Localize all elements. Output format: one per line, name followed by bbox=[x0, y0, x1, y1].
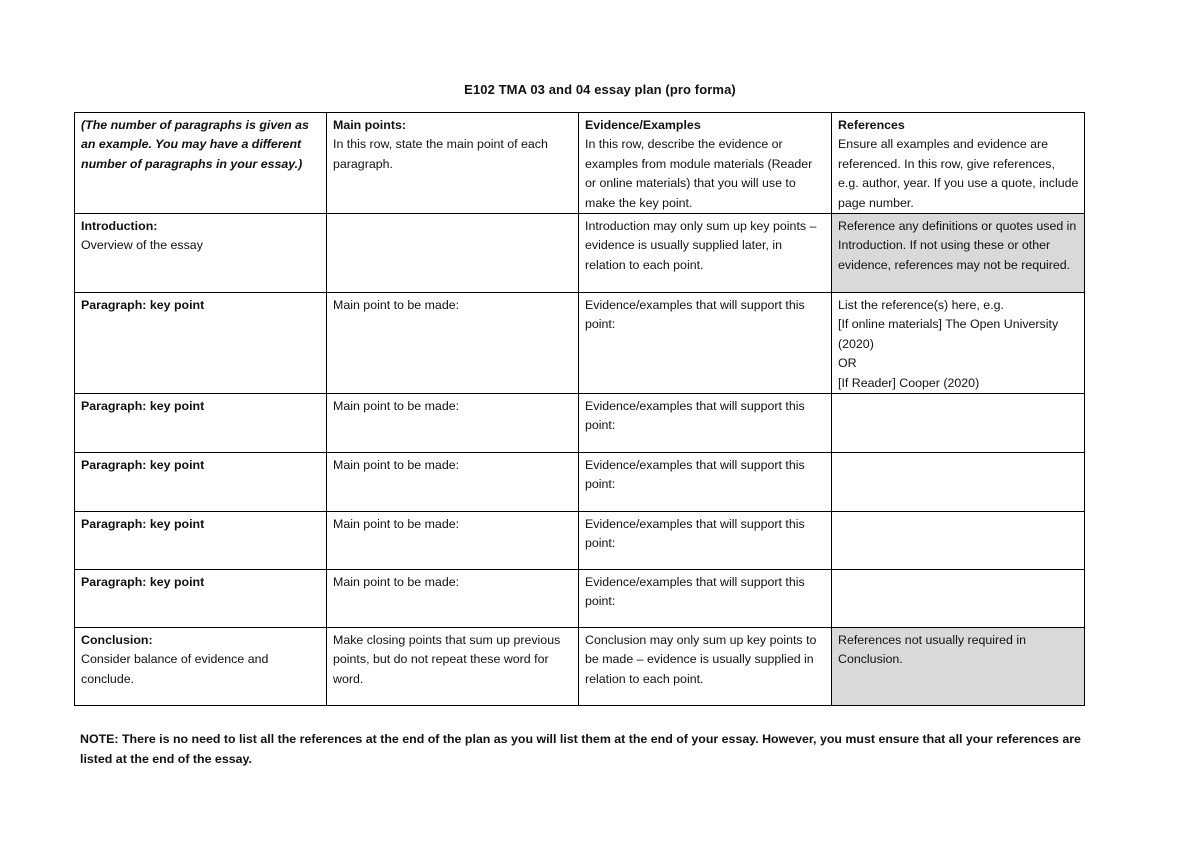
paragraph-label: Paragraph: key point bbox=[81, 458, 205, 473]
references-example-reader: [If Reader] Cooper (2020) bbox=[838, 375, 980, 390]
introduction-description: Overview of the essay bbox=[81, 238, 203, 253]
paragraph-main-cell[interactable] bbox=[327, 512, 579, 570]
main-points-heading: Main points: bbox=[333, 118, 406, 132]
conclusion-main-text: Make closing points that sum up previous points, but do not repeat these word for word. bbox=[333, 633, 561, 686]
introduction-heading: Introduction: bbox=[81, 219, 158, 234]
paragraph-evidence-cell[interactable] bbox=[579, 453, 832, 512]
introduction-references-text: Reference any definitions or quotes used in Introduction. If not using these or other evidence, references may not be required. bbox=[838, 219, 1077, 272]
paragraph-label-cell bbox=[75, 570, 327, 628]
conclusion-row bbox=[75, 628, 1085, 706]
paragraph-main-prompt: Main point to be made: bbox=[333, 399, 460, 414]
conclusion-evidence-cell[interactable] bbox=[579, 628, 832, 706]
paragraph-label-cell bbox=[75, 453, 327, 512]
paragraph-label: Paragraph: key point bbox=[81, 517, 205, 532]
introduction-evidence-text: Introduction may only sum up key points – evidence is usually supplied later, in relation to each point. bbox=[585, 219, 817, 272]
paragraph-evidence-cell[interactable] bbox=[579, 512, 832, 570]
references-example-online: [If online materials] The Open University (2020) bbox=[838, 317, 1059, 351]
paragraph-main-prompt: Main point to be made: bbox=[333, 517, 460, 532]
header-cell-evidence bbox=[579, 113, 832, 214]
main-points-instructions: In this row, state the main point of each paragraph. bbox=[333, 137, 548, 171]
references-example-intro: List the reference(s) here, e.g. bbox=[838, 298, 1004, 313]
references-note: NOTE: There is no need to list all the references at the end of the plan as you will list them at the end of your essay. However, you must ensure that all your references are listed at the end of the essay. bbox=[80, 732, 1081, 766]
header-cell-note bbox=[75, 113, 327, 214]
paragraph-main-cell[interactable] bbox=[327, 293, 579, 394]
paragraph-main-prompt: Main point to be made: bbox=[333, 575, 460, 590]
paragraph-label: Paragraph: key point bbox=[81, 298, 205, 313]
essay-plan-table bbox=[74, 112, 1085, 706]
header-cell-references bbox=[832, 113, 1085, 214]
conclusion-label-cell bbox=[75, 628, 327, 706]
paragraph-main-cell[interactable] bbox=[327, 570, 579, 628]
table-row bbox=[75, 512, 1085, 570]
paragraph-main-prompt: Main point to be made: bbox=[333, 298, 460, 313]
conclusion-main-cell[interactable] bbox=[327, 628, 579, 706]
introduction-row bbox=[75, 214, 1085, 293]
table-row bbox=[75, 394, 1085, 453]
conclusion-evidence-text: Conclusion may only sum up key points to be made – evidence is usually supplied in relation to each point. bbox=[585, 633, 817, 686]
paragraph-evidence-cell[interactable] bbox=[579, 293, 832, 394]
introduction-evidence-cell[interactable] bbox=[579, 214, 832, 293]
paragraph-evidence-cell[interactable] bbox=[579, 570, 832, 628]
paragraph-label-cell bbox=[75, 512, 327, 570]
paragraph-evidence-prompt: Evidence/examples that will support this point: bbox=[585, 575, 805, 609]
paragraph-label: Paragraph: key point bbox=[81, 575, 205, 590]
header-cell-main-points bbox=[327, 113, 579, 214]
paragraph-label-cell bbox=[75, 293, 327, 394]
paragraph-references-cell[interactable] bbox=[832, 512, 1085, 570]
conclusion-references-cell bbox=[832, 628, 1085, 706]
conclusion-description: Consider balance of evidence and conclude. bbox=[81, 652, 269, 686]
paragraph-evidence-cell[interactable] bbox=[579, 394, 832, 453]
conclusion-heading: Conclusion: bbox=[81, 633, 153, 648]
paragraph-label: Paragraph: key point bbox=[81, 399, 205, 414]
paragraph-evidence-prompt: Evidence/examples that will support this point: bbox=[585, 399, 805, 433]
document-title: E102 TMA 03 and 04 essay plan (pro forma) bbox=[464, 82, 736, 97]
paragraph-main-cell[interactable] bbox=[327, 453, 579, 512]
introduction-references-cell bbox=[832, 214, 1085, 293]
evidence-instructions: In this row, describe the evidence or examples from module materials (Reader or online materials) that you will use to make the key point. bbox=[585, 137, 813, 210]
paragraph-main-prompt: Main point to be made: bbox=[333, 458, 460, 473]
paragraph-references-cell[interactable] bbox=[832, 394, 1085, 453]
references-instructions: Ensure all examples and evidence are referenced. In this row, give references, e.g. author, year. If you use a quote, include page number. bbox=[838, 137, 1079, 210]
evidence-heading: Evidence/Examples bbox=[585, 118, 701, 132]
introduction-label-cell bbox=[75, 214, 327, 293]
header-row bbox=[75, 113, 1085, 214]
paragraph-main-cell[interactable] bbox=[327, 394, 579, 453]
paragraph-evidence-prompt: Evidence/examples that will support this point: bbox=[585, 458, 805, 492]
paragraph-evidence-prompt: Evidence/examples that will support this point: bbox=[585, 517, 805, 551]
table-row bbox=[75, 293, 1085, 394]
table-row bbox=[75, 570, 1085, 628]
references-example-or: OR bbox=[838, 356, 857, 371]
table-row bbox=[75, 453, 1085, 512]
introduction-main-cell[interactable] bbox=[327, 214, 579, 293]
paragraph-references-cell[interactable] bbox=[832, 453, 1085, 512]
paragraph-label-cell bbox=[75, 394, 327, 453]
paragraph-references-cell[interactable] bbox=[832, 293, 1085, 394]
paragraph-references-cell[interactable] bbox=[832, 570, 1085, 628]
paragraph-evidence-prompt: Evidence/examples that will support this point: bbox=[585, 298, 805, 332]
paragraph-count-note: (The number of paragraphs is given as an example. You may have a different number of paragraphs in your essay.) bbox=[81, 118, 309, 171]
references-heading: References bbox=[838, 118, 905, 132]
conclusion-references-text: References not usually required in Conclusion. bbox=[838, 633, 1027, 667]
